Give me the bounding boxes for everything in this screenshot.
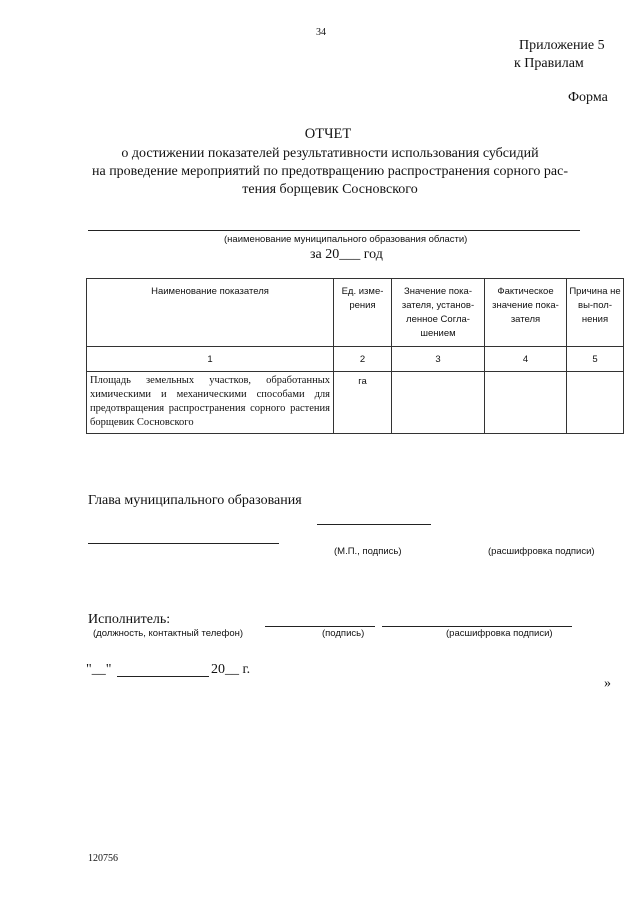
executor-label: Исполнитель:: [88, 612, 171, 627]
column-number-2: 2: [334, 347, 392, 372]
page-number: 34: [316, 27, 326, 38]
header-indicator-name: Наименование показателя: [87, 279, 334, 347]
table-header-row: [87, 279, 624, 347]
report-title-line-2: на проведение мероприятий по предотвращению распространения сорного рас-: [91, 164, 569, 179]
date-day[interactable]: "__": [86, 662, 112, 677]
date-month-line[interactable]: [117, 676, 209, 677]
column-number-3: 3: [392, 347, 485, 372]
planned-value-cell[interactable]: [392, 372, 485, 434]
head-decode-caption: (расшифровка подписи): [488, 546, 595, 557]
column-number-4: 4: [485, 347, 567, 372]
actual-value-cell[interactable]: [485, 372, 567, 434]
report-title-line-3: тения борщевик Сосновского: [242, 182, 418, 197]
header-actual-value: Фактическое значение пока-зателя: [485, 279, 567, 347]
appendix-line-2: к Правилам: [514, 56, 584, 71]
executor-decode-line[interactable]: [382, 626, 572, 627]
header-failure-reason: Причина не вы-пол-нения: [567, 279, 624, 347]
appendix-line-1: Приложение 5: [519, 38, 605, 53]
indicator-unit-cell: га: [334, 372, 392, 434]
report-heading: ОТЧЕТ: [304, 126, 352, 142]
head-mp-caption: (М.П., подпись): [334, 546, 402, 557]
head-title: Глава муниципального образования: [88, 493, 302, 508]
failure-reason-cell[interactable]: [567, 372, 624, 434]
head-signature-line[interactable]: [317, 524, 431, 525]
municipality-underline: [88, 230, 580, 231]
footer-code: 120756: [88, 853, 118, 864]
indicators-table: [86, 278, 624, 434]
column-number-1: 1: [87, 347, 334, 372]
head-name-line[interactable]: [88, 543, 279, 544]
executor-position-caption: (должность, контактный телефон): [93, 628, 244, 639]
table-number-row: [87, 347, 624, 372]
table-row: [87, 372, 624, 434]
form-label: Форма: [568, 90, 608, 105]
municipality-caption: (наименование муниципального образования области): [224, 234, 468, 245]
report-title-line-1: о достижении показателей результативности использования субсидий: [121, 146, 539, 161]
executor-signature-caption: (подпись): [322, 628, 365, 639]
year-line: за 20___ год: [310, 247, 383, 262]
executor-decode-caption: (расшифровка подписи): [446, 628, 553, 639]
executor-signature-line[interactable]: [265, 626, 375, 627]
indicator-name-cell: Площадь земельных участков, обработанных химическими и механическими способами для предотвращения распространения сорного растения борщевик Сосновского: [87, 372, 334, 434]
header-unit: Ед. изме-рения: [334, 279, 392, 347]
header-planned-value: Значение пока-зателя, установ-ленное Согла-шением: [392, 279, 485, 347]
column-number-5: 5: [567, 347, 624, 372]
closing-quote: »: [604, 676, 611, 691]
date-year: 20__ г.: [211, 662, 251, 677]
